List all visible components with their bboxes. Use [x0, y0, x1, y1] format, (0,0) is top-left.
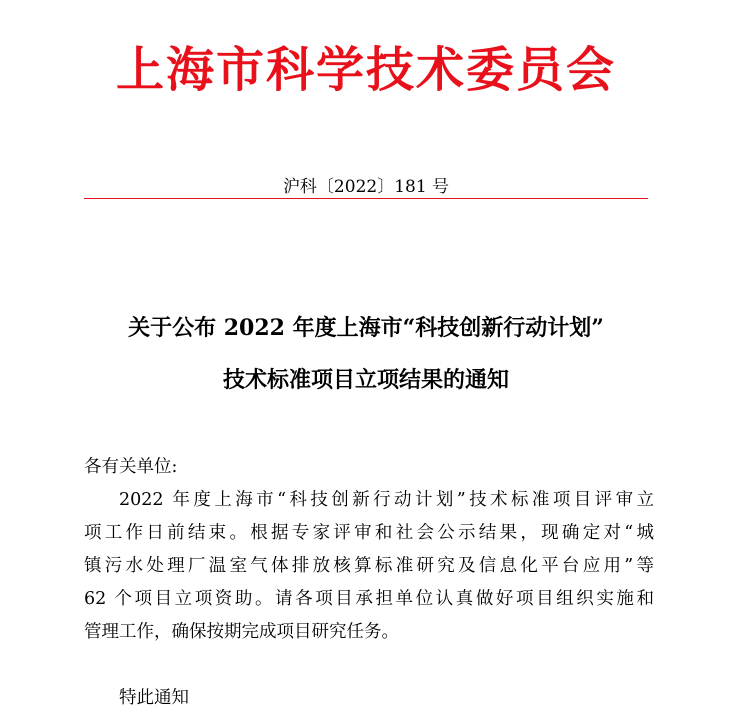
- body-line-4: 62 个项目立项资助。请各项目承担单位认真做好项目组织实施和: [84, 589, 654, 609]
- body-line-1: 2022 年度上海市“科技创新行动计划”技术标准项目评审立: [119, 490, 654, 510]
- body-line-3: 镇污水处理厂温室气体排放核算标准研究及信息化平台应用”等: [84, 556, 654, 576]
- notice-title-line-2: 技术标准项目立项结果的通知: [222, 367, 509, 393]
- closing-remark: 特此通知: [119, 688, 189, 708]
- red-divider-line: [84, 198, 648, 199]
- issuing-agency-header: 上海市科学技术委员会: [115, 42, 616, 98]
- document-number: 沪科〔2022〕181 号: [282, 177, 450, 197]
- notice-title-line-1: 关于公布 2022 年度上海市“科技创新行动计划”: [128, 315, 604, 341]
- body-line-2: 项工作日前结束。根据专家评审和社会公示结果，现确定对“城: [84, 523, 654, 543]
- salutation: 各有关单位:: [84, 457, 178, 477]
- body-line-5: 管理工作，确保按期完成项目研究任务。: [84, 622, 399, 642]
